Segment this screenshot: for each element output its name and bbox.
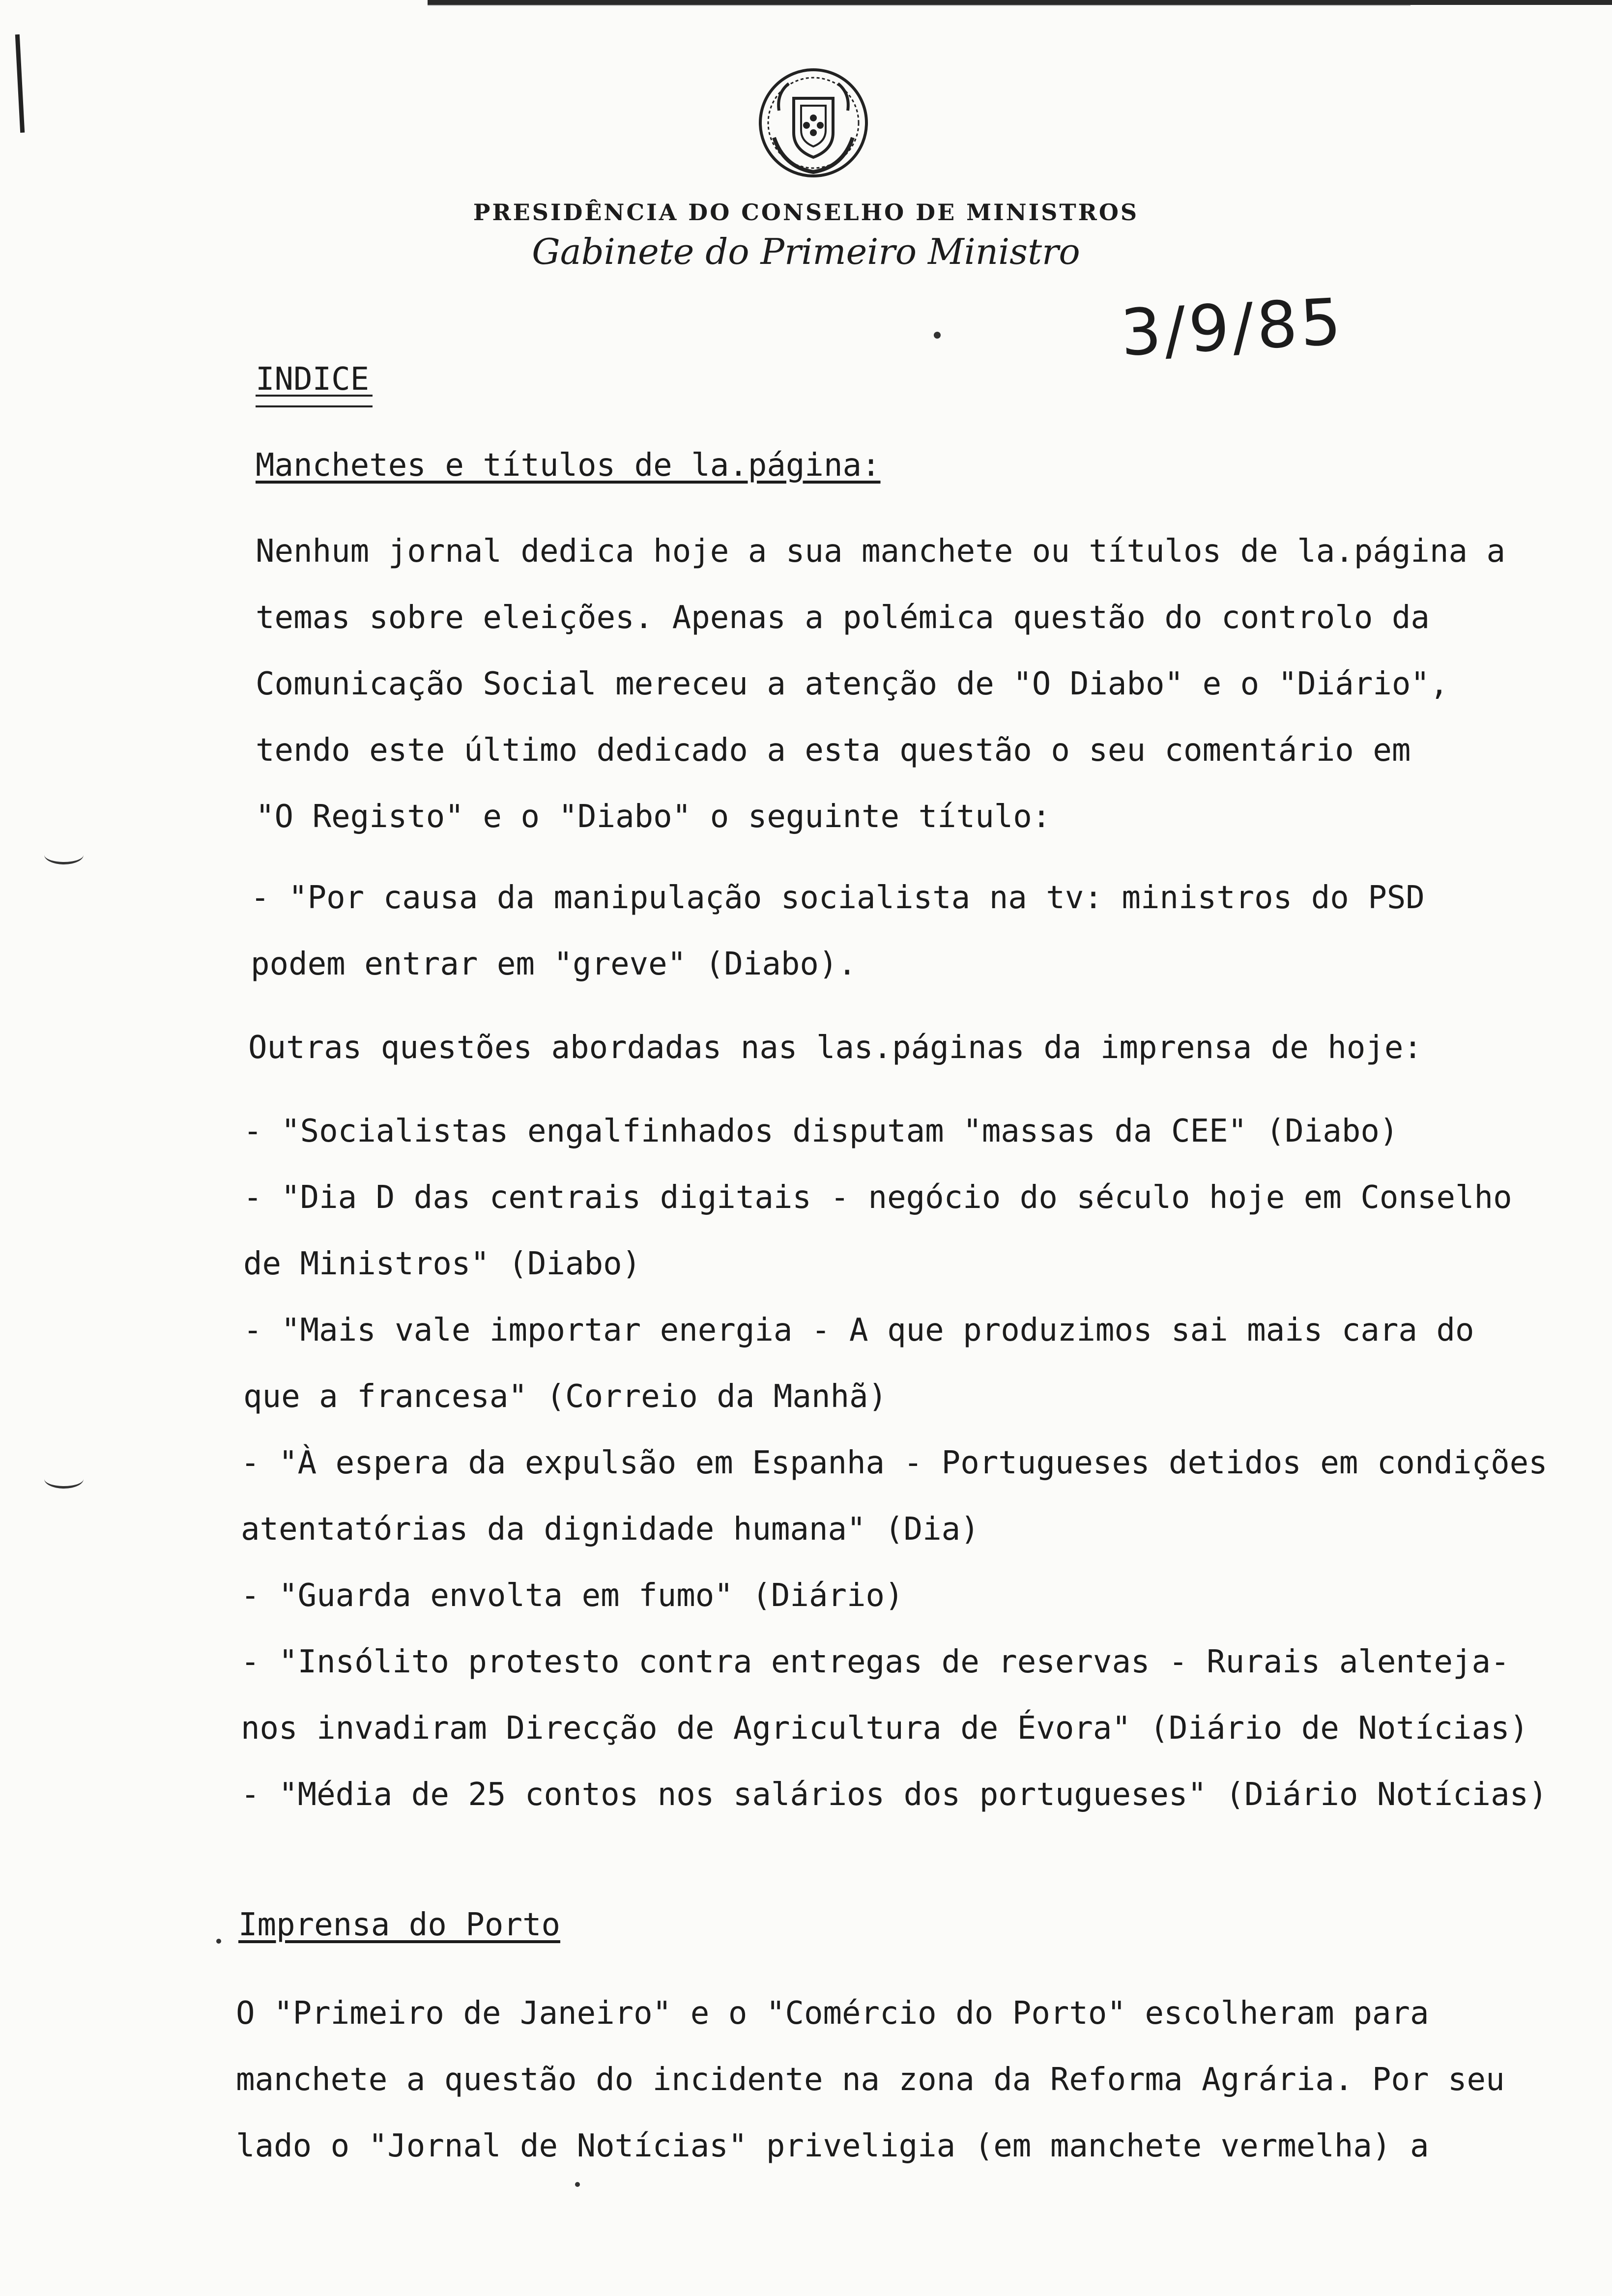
top-edge-line bbox=[428, 0, 1612, 5]
paragraph-line: tendo este último dedicado a esta questão o seu comentário em bbox=[256, 732, 1411, 769]
index-heading: INDICE bbox=[256, 361, 370, 398]
paragraph-line: temas sobre eleições. Apenas a polémica questão do controlo da bbox=[256, 600, 1430, 636]
headline-item: que a francesa" (Correio da Manhã) bbox=[243, 1378, 888, 1415]
headline-line: podem entrar em "greve" (Diabo). bbox=[251, 946, 857, 982]
cabinet-subtitle: Gabinete do Primeiro Ministro bbox=[532, 231, 1080, 272]
paragraph-line: manchete a questão do incidente na zona da Reforma Agrária. Por seu bbox=[236, 2062, 1505, 2098]
headline-item: - "Mais vale importar energia - A que produzimos sai mais cara do bbox=[243, 1312, 1474, 1349]
ink-dot bbox=[575, 2182, 580, 2187]
headline-item: - "Socialistas engalfinhados disputam "massas da CEE" (Diabo) bbox=[243, 1113, 1399, 1149]
paragraph-line: O "Primeiro de Janeiro" e o "Comércio do Porto" escolheram para bbox=[236, 1995, 1429, 2032]
punch-hole-mark bbox=[44, 1469, 84, 1489]
front-page-section-heading: Manchetes e títulos de la.página: bbox=[256, 447, 881, 484]
headline-item: - "Média de 25 contos nos salários dos portugueses" (Diário Notícias) bbox=[241, 1777, 1548, 1813]
paragraph-line: "O Registo" e o "Diabo" o seguinte título: bbox=[256, 799, 1051, 835]
headline-item: nos invadiram Direcção de Agricultura de Évora" (Diário de Notícias) bbox=[241, 1710, 1529, 1747]
paragraph-line: Comunicação Social mereceu a atenção de "O Diabo" e o "Diário", bbox=[256, 666, 1449, 702]
punch-hole-mark bbox=[44, 845, 84, 864]
porto-press-section-heading: Imprensa do Porto bbox=[238, 1907, 561, 1943]
index-double-underline bbox=[256, 395, 373, 407]
headline-item: - "À espera da expulsão em Espanha - Portugueses detidos em condições bbox=[241, 1445, 1548, 1481]
headline-item: de Ministros" (Diabo) bbox=[243, 1246, 641, 1282]
headline-item: - "Guarda envolta em fumo" (Diário) bbox=[241, 1578, 904, 1614]
headline-item: - "Insólito protesto contra entregas de reservas - Rurais alenteja- bbox=[241, 1644, 1510, 1680]
margin-mark bbox=[15, 34, 25, 133]
headline-item: atentatórias da dignidade humana" (Dia) bbox=[241, 1511, 979, 1548]
paragraph-line: Nenhum jornal dedica hoje a sua manchete ou títulos de la.página a bbox=[256, 533, 1506, 570]
headline-line: - "Por causa da manipulação socialista na tv: ministros do PSD bbox=[251, 880, 1425, 916]
ink-dot bbox=[934, 332, 941, 339]
handwritten-date: 3/9/85 bbox=[1119, 284, 1346, 371]
coat-of-arms-seal-icon bbox=[754, 64, 872, 182]
paragraph-line: lado o "Jornal de Notícias" priveligia (em manchete vermelha) a bbox=[236, 2128, 1429, 2164]
top-edge-faint-line bbox=[428, 5, 1410, 6]
headline-item: - "Dia D das centrais digitais - negócio do século hoje em Conselho bbox=[243, 1179, 1512, 1216]
paragraph-line: Outras questões abordadas nas las.páginas da imprensa de hoje: bbox=[248, 1030, 1422, 1066]
ministry-title: PRESIDÊNCIA DO CONSELHO DE MINISTROS bbox=[473, 199, 1139, 226]
ink-dot bbox=[216, 1939, 221, 1944]
